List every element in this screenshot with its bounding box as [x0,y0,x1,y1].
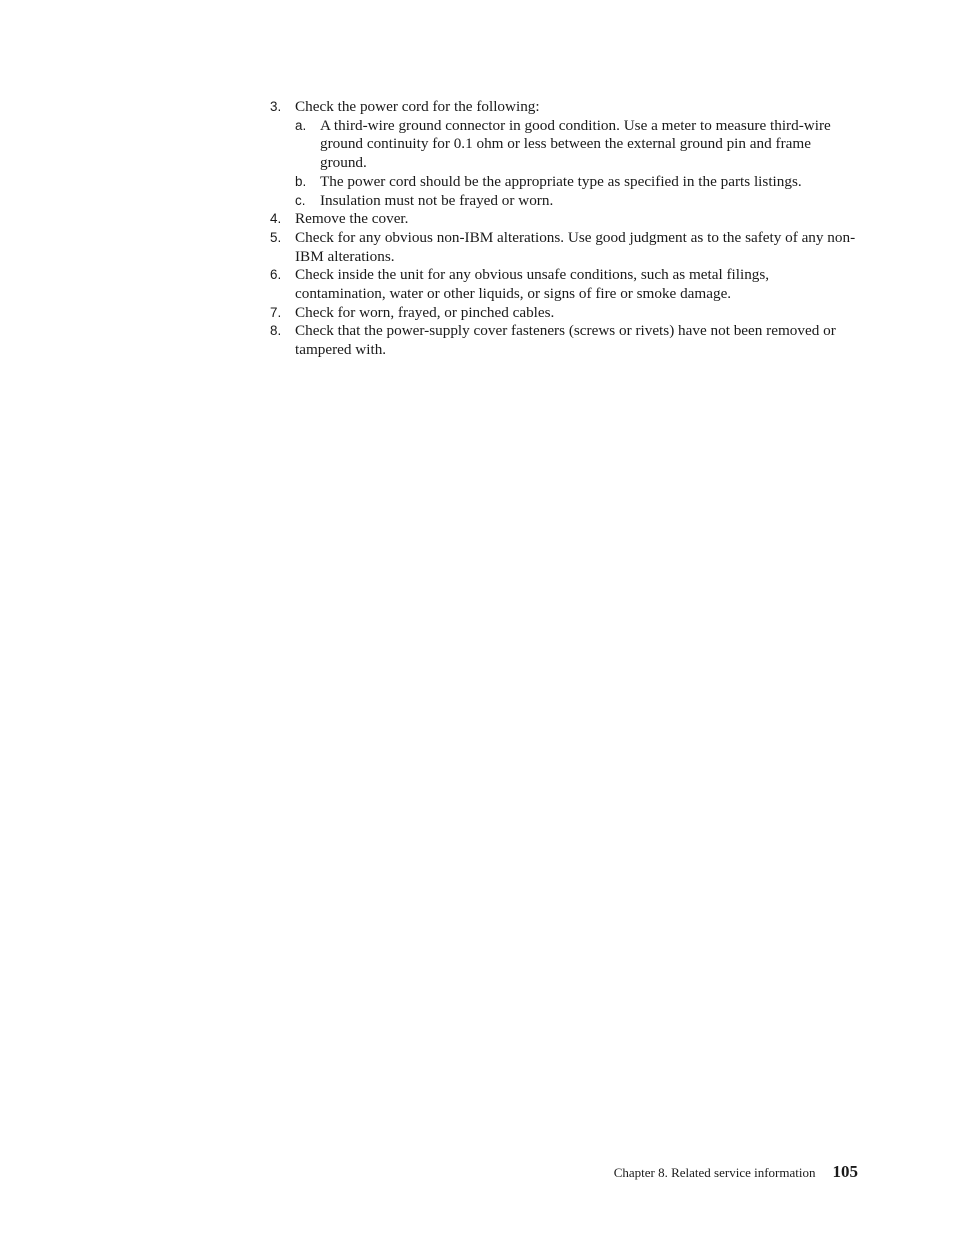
substep-letter: a. [295,117,307,133]
substep-letter: c. [295,192,306,208]
page-number: 105 [832,1162,858,1181]
step-text: Check for any obvious non-IBM alterations. Use good judgment as to the safety of any non-IBM alterations. [295,228,856,265]
step-body [295,98,860,210]
substep-text: Insulation must not be frayed or worn. [320,191,554,209]
step-3 [270,98,860,210]
step-6 [270,266,860,303]
substep-text: A third-wire ground connector in good condition. Use a meter to measure third-wire ground continuity for 0.1 ohm or less between the external ground pin and frame ground. [320,116,831,172]
substep-b [295,173,860,192]
step-8 [270,322,860,359]
step-number: 4. [270,211,282,227]
step-number: 8. [270,323,282,339]
substep-text: The power cord should be the appropriate type as specified in the parts listings. [320,172,802,190]
step-text: Check inside the unit for any obvious unsafe conditions, such as metal filings, contamination, water or other liquids, or signs of fire or smoke damage. [295,266,770,303]
step-5 [270,229,860,266]
step-text: Check the power cord for the following: [295,98,540,115]
page-footer [614,1162,858,1182]
step-text: Check for worn, frayed, or pinched cables. [295,303,555,321]
step-number: 3. [270,99,282,114]
step-text: Remove the cover. [295,210,409,228]
substep-letter: b. [295,173,307,189]
step-number: 6. [270,267,282,283]
substep-c [295,192,860,211]
substep-a [295,117,860,173]
step-number: 7. [270,304,282,320]
step-7 [270,304,860,323]
step-4 [270,210,860,229]
chapter-title: Chapter 8. Related service information [613,1165,816,1180]
safety-checklist [270,98,860,360]
step-number: 5. [270,229,282,245]
step-text: Check that the power-supply cover fasteners (screws or rivets) have not been removed or tampered with. [295,322,836,359]
